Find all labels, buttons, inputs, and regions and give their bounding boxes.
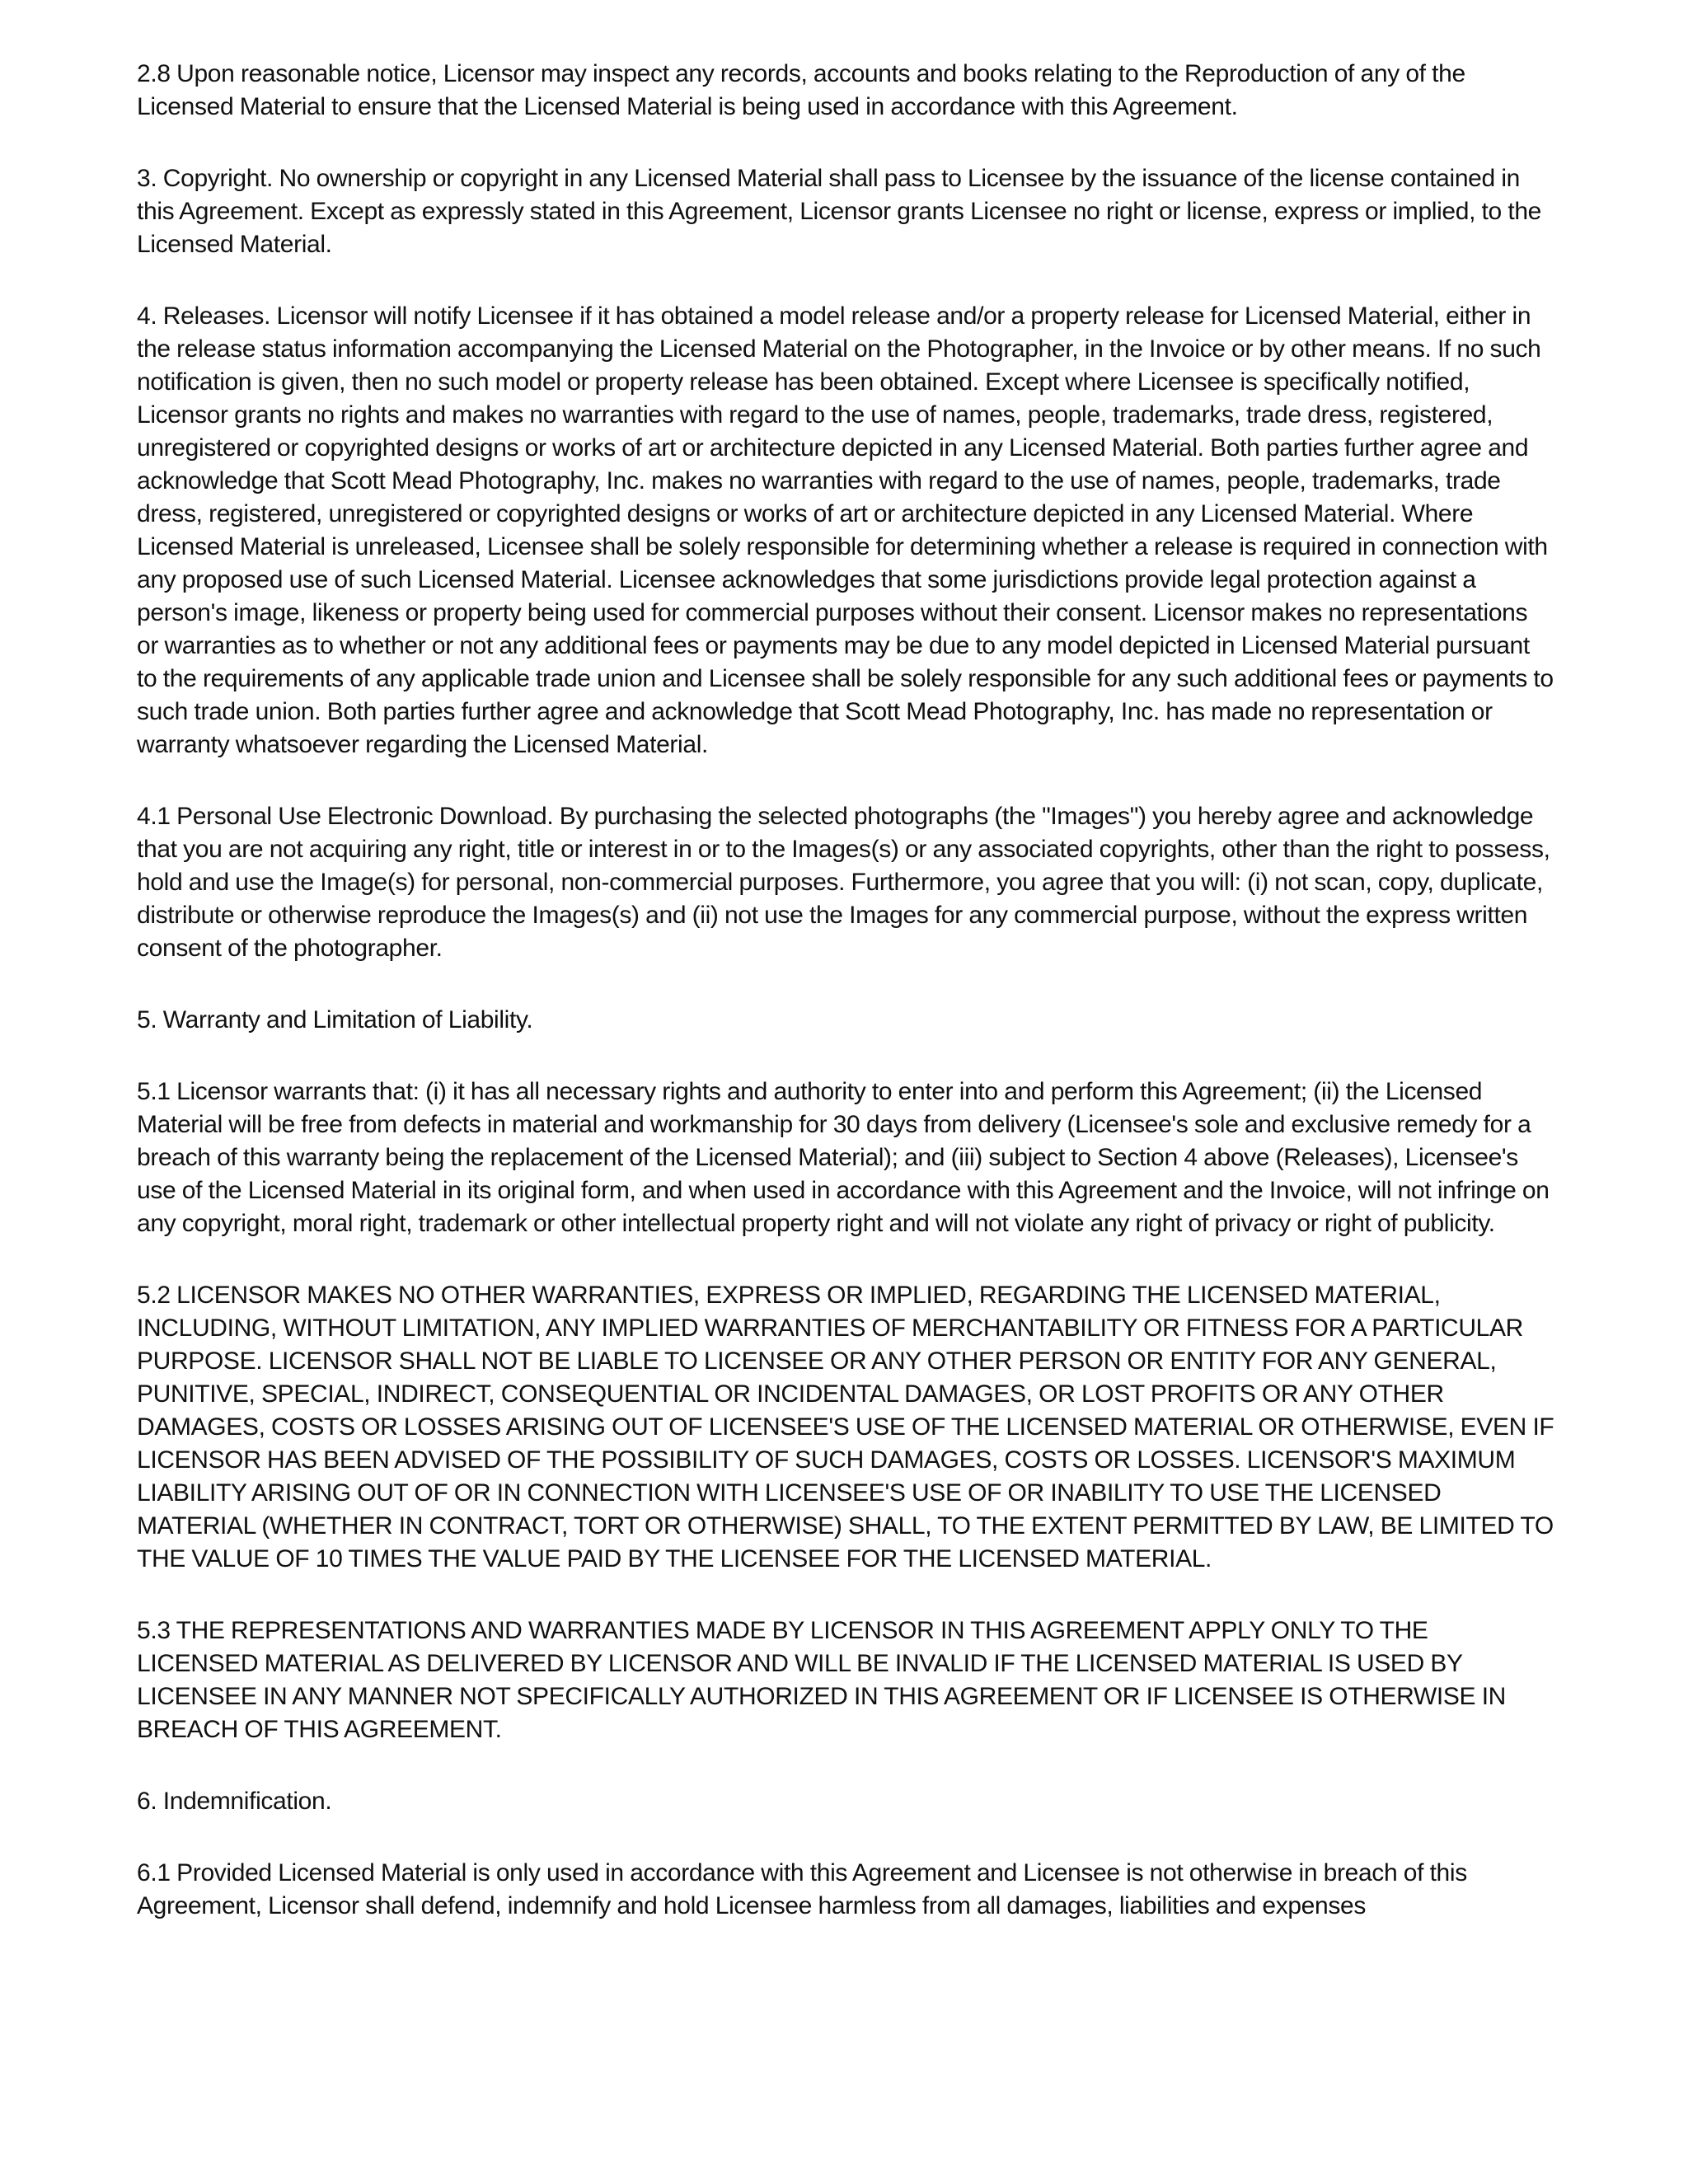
paragraph-4-1-personal-use: 4.1 Personal Use Electronic Download. By purchasing the selected photographs (the "Images") you hereby agree and acknowledge that you are not acquiring any right, title or interest in or to the Images(s) or any associated copyrights, other than the right to possess, hold and use the Image(s) for personal, non-commercial purposes. Furthermore, you agree that you will: (i) not scan, copy, duplicate, distribute or otherwise reproduce the Images(s) and (ii) not use the Images for any commercial purpose, without the express written consent of the photographer. (137, 803, 1550, 962)
paragraph-5-3-representations: 5.3 THE REPRESENTATIONS AND WARRANTIES MADE BY LICENSOR IN THIS AGREEMENT APPLY ONLY TO THE LICENSED MATERIAL AS DELIVERED BY LICENSOR AND WILL BE INVALID IF THE LICENSED MATERIAL IS USED BY LICENSEE IN ANY MANNER NOT SPECIFICALLY AUTHORIZED IN THIS AGREEMENT OR IF LICENSEE IS OTHERWISE IN BREACH OF THIS AGREEMENT. (137, 1617, 1506, 1743)
paragraph-6-1-indemnify: 6.1 Provided Licensed Material is only used in accordance with this Agreement and Licensee is not otherwise in breach of this Agreement, Licensor shall defend, indemnify and hold Licensee harmless from all damages, liabilities and expenses (137, 1859, 1467, 1919)
paragraph-5-1-licensor-warrants: 5.1 Licensor warrants that: (i) it has all necessary rights and authority to enter into and perform this Agreement; (ii) the Licensed Material will be free from defects in material and workmanship for 30 days from delivery (Licensee's sole and exclusive remedy for a breach of this warranty being the replacement of the Licensed Material); and (iii) subject to Section 4 above (Releases), Licensee's use of the Licensed Material in its original form, and when used in accordance with this Agreement and the Invoice, will not infringe on any copyright, moral right, trademark or other intellectual property right and will not violate any right of privacy or right of publicity. (137, 1078, 1550, 1237)
heading-5-warranty: 5. Warranty and Limitation of Liability. (137, 1006, 533, 1033)
document-page (137, 58, 1554, 1923)
paragraph-4-releases: 4. Releases. Licensor will notify Licensee if it has obtained a model release and/or a property release for Licensed Material, either in the release status information accompanying the Licensed Material on the Photographer, in the Invoice or by other means. If no such notification is given, then no such model or property release has been obtained. Except where Licensee is specifically notified, Licensor grants no rights and makes no warranties with regard to the use of names, people, trademarks, trade dress, registered, unregistered or copyrighted designs or works of art or architecture depicted in any Licensed Material. Both parties further agree and acknowledge that Scott Mead Photography, Inc. makes no warranties with regard to the use of names, people, trademarks, trade dress, registered, unregistered or copyrighted designs or works of art or architecture depicted in any Licensed Material. Where Licensed Material is unreleased, Licensee shall be solely responsible for determining whether a release is required in connection with any proposed use of such Licensed Material. Licensee acknowledges that some jurisdictions provide legal protection against a person's image, likeness or property being used for commercial purposes without their consent. Licensor makes no representations or warranties as to whether or not any additional fees or payments may be due to any model depicted in Licensed Material pursuant to the requirements of any applicable trade union and Licensee shall be solely responsible for any such additional fees or payments to such trade union. Both parties further agree and acknowledge that Scott Mead Photography, Inc. has made no representation or warranty whatsoever regarding the Licensed Material. (137, 302, 1554, 758)
paragraph-3-copyright: 3. Copyright. No ownership or copyright in any Licensed Material shall pass to Licensee by the issuance of the license contained in this Agreement. Except as expressly stated in this Agreement, Licensor grants Licensee no right or license, express or implied, to the Licensed Material. (137, 165, 1542, 258)
heading-6-indemnification: 6. Indemnification. (137, 1788, 332, 1815)
paragraph-2-8-inspection: 2.8 Upon reasonable notice, Licensor may inspect any records, accounts and books relating to the Reproduction of any of the Licensed Material to ensure that the Licensed Material is being used in accordance with this Agreement. (137, 60, 1465, 120)
paragraph-5-2-no-other-warranties: 5.2 LICENSOR MAKES NO OTHER WARRANTIES, EXPRESS OR IMPLIED, REGARDING THE LICENSED MATERIAL, INCLUDING, WITHOUT LIMITATION, ANY IMPLIED WARRANTIES OF MERCHANTABILITY OR FITNESS FOR A PARTICULAR PURPOSE. LICENSOR SHALL NOT BE LIABLE TO LICENSEE OR ANY OTHER PERSON OR ENTITY FOR ANY GENERAL, PUNITIVE, SPECIAL, INDIRECT, CONSEQUENTIAL OR INCIDENTAL DAMAGES, OR LOST PROFITS OR ANY OTHER DAMAGES, COSTS OR LOSSES ARISING OUT OF LICENSEE'S USE OF THE LICENSED MATERIAL OR OTHERWISE, EVEN IF LICENSOR HAS BEEN ADVISED OF THE POSSIBILITY OF SUCH DAMAGES, COSTS OR LOSSES. LICENSOR'S MAXIMUM LIABILITY ARISING OUT OF OR IN CONNECTION WITH LICENSEE'S USE OF OR INABILITY TO USE THE LICENSED MATERIAL (WHETHER IN CONTRACT, TORT OR OTHERWISE) SHALL, TO THE EXTENT PERMITTED BY LAW, BE LIMITED TO THE VALUE OF 10 TIMES THE VALUE PAID BY THE LICENSEE FOR THE LICENSED MATERIAL. (137, 1282, 1554, 1572)
